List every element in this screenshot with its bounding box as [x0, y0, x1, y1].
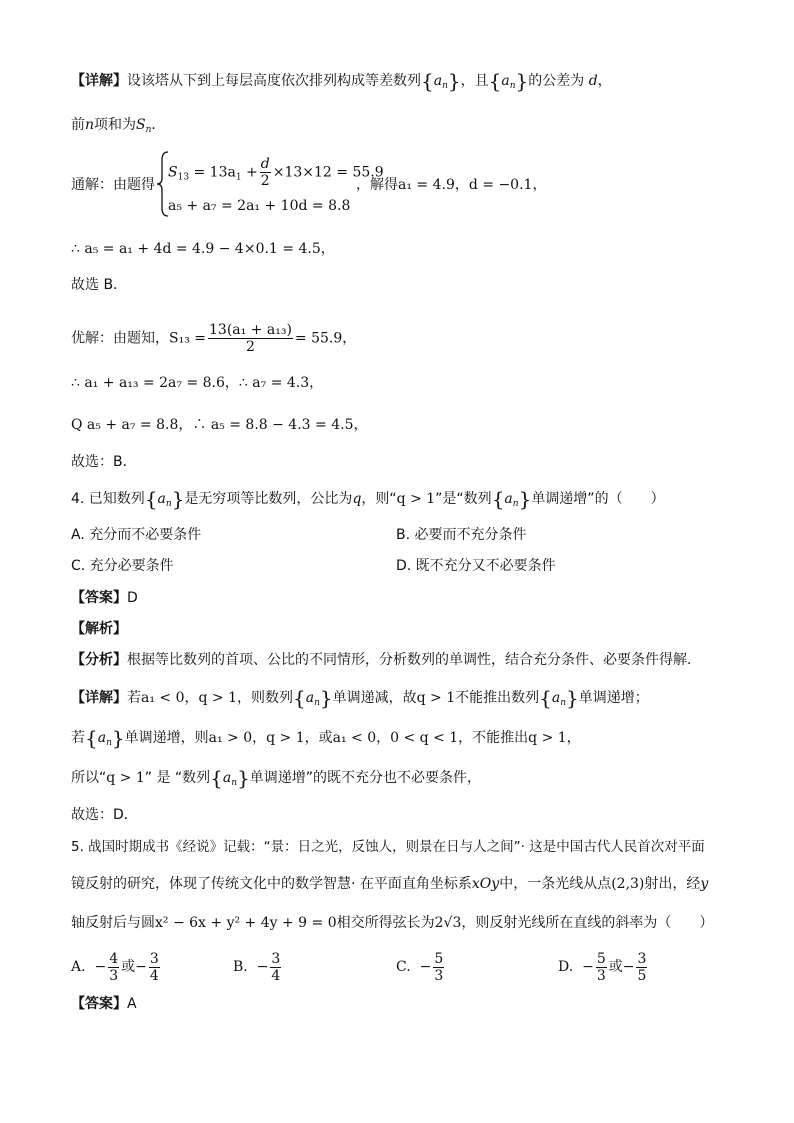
q4-detail-line-3: 所以“q > 1” 是 “数列$\{a_n\}$单调递增”的既不充分也不必要条件，	[71, 766, 482, 790]
q5-stem-line-3: 轴反射后与圆x² − 6x + y² + 4y + 9 = 0相交所得弦长为2√3，则反射光线所在直线的斜率为（ ）	[71, 915, 714, 931]
system-row-1: $S_{13} = 13a_1$ + $\frac{d}{2}$ ×13×12 = 55.9	[168, 156, 384, 189]
q4-option-b: B. 必要而不充分条件	[396, 527, 527, 543]
q4-choose: 故选：D．	[71, 807, 138, 823]
fraction: $\frac{\text{13(a₁ + a₁₃)}}{2}$	[209, 322, 292, 355]
q4-analysis-tag: 【解析】	[71, 621, 127, 637]
general-solution-result: ，解得a₁ = 4.9，d = −0.1，	[356, 177, 547, 193]
fraction: $\frac{d}{2}$	[260, 156, 270, 189]
therefore-line-1: ∴ a₅ = a₁ + 4d = 4.9 − 4×0.1 = 4.5，	[71, 241, 335, 257]
q5-option-b: B. − $\frac{3}{4}$	[233, 950, 281, 984]
q4-option-a: A. 充分而不必要条件	[71, 527, 202, 543]
choose-line-2: 故选：B．	[71, 454, 137, 470]
detail-tag: 【详解】	[71, 73, 127, 89]
q4-option-c: C. 充分必要条件	[71, 558, 174, 574]
detail-line-2: 前n项和为$S_n$．	[71, 117, 166, 135]
q4-stem: 4. 已知数列$\{a_n\}$是无穷项等比数列，公比为q，则“q > 1”是“数列$\{a_n\}$单调递增”的（ ）	[71, 487, 665, 511]
fraction: $\frac{3}{5}$	[637, 950, 647, 984]
q5-answer: 【答案】A	[71, 996, 137, 1012]
q4-option-d: D. 既不充分又不必要条件	[396, 558, 556, 574]
fraction: $\frac{4}{3}$	[109, 950, 119, 984]
because-line: Q a₅ + a₇ = 8.8，∴ a₅ = 8.8 − 4.3 = 4.5，	[71, 417, 368, 433]
q4-detail-line-1: 【详解】若a₁ < 0，q > 1，则数列$\{a_n\}$单调递减，故q > 1不能推出数列$\{a_n\}$单调递增；	[71, 686, 649, 710]
fraction: $\frac{5}{3}$	[596, 950, 606, 984]
fraction: $\frac{3}{4}$	[271, 950, 281, 984]
q4-fenxi: 【分析】根据等比数列的首项、公比的不同情形，分析数列的单调性，结合充分条件、必要条件得解.	[71, 652, 692, 668]
general-solution-label: 通解：由题得	[71, 177, 155, 193]
choose-line-1: 故选 B．	[71, 277, 128, 293]
q4-answer: 【答案】D	[71, 590, 138, 606]
fraction: $\frac{5}{3}$	[434, 950, 444, 984]
q4-detail-line-2: 若$\{a_n\}$单调递增，则a₁ > 0，q > 1，或a₁ < 0，0 < q < 1，不能推出q > 1，	[71, 726, 581, 750]
therefore-line-2: ∴ a₁ + a₁₃ = 2a₇ = 8.6，∴ a₇ = 4.3，	[71, 375, 324, 391]
q5-option-c: C. − $\frac{5}{3}$	[396, 950, 444, 984]
q5-option-d: D. − $\frac{5}{3}$ 或− $\frac{3}{5}$	[558, 950, 647, 984]
fraction: $\frac{3}{4}$	[149, 950, 159, 984]
system-row-2: a₅ + a₇ = 2a₁ + 10d = 8.8	[168, 198, 351, 214]
q5-option-a: A. − $\frac{4}{3}$ 或− $\frac{3}{4}$	[71, 950, 159, 984]
detail-line-1: 【详解】设该塔从下到上每层高度依次排列构成等差数列$\{a_n\}$，且$\{a_n\}$的公差为 d，	[71, 69, 612, 93]
better-solution-line: 优解：由题知，S₁₃ = $\frac{\text{13(a₁ + a₁₃)}}{2}$ = 55.9，	[71, 322, 357, 355]
q5-stem-line-1: 5. 战国时期成书《经说》记载：“景：日之光，反蚀人，则景在日与人之间”· 这是中国古代人民首次对平面	[71, 839, 705, 855]
q5-stem-line-2: 镜反射的研究，体现了传统文化中的数学智慧· 在平面直角坐标系xOy中，一条光线从点(2,3)射出，经y	[71, 876, 709, 892]
